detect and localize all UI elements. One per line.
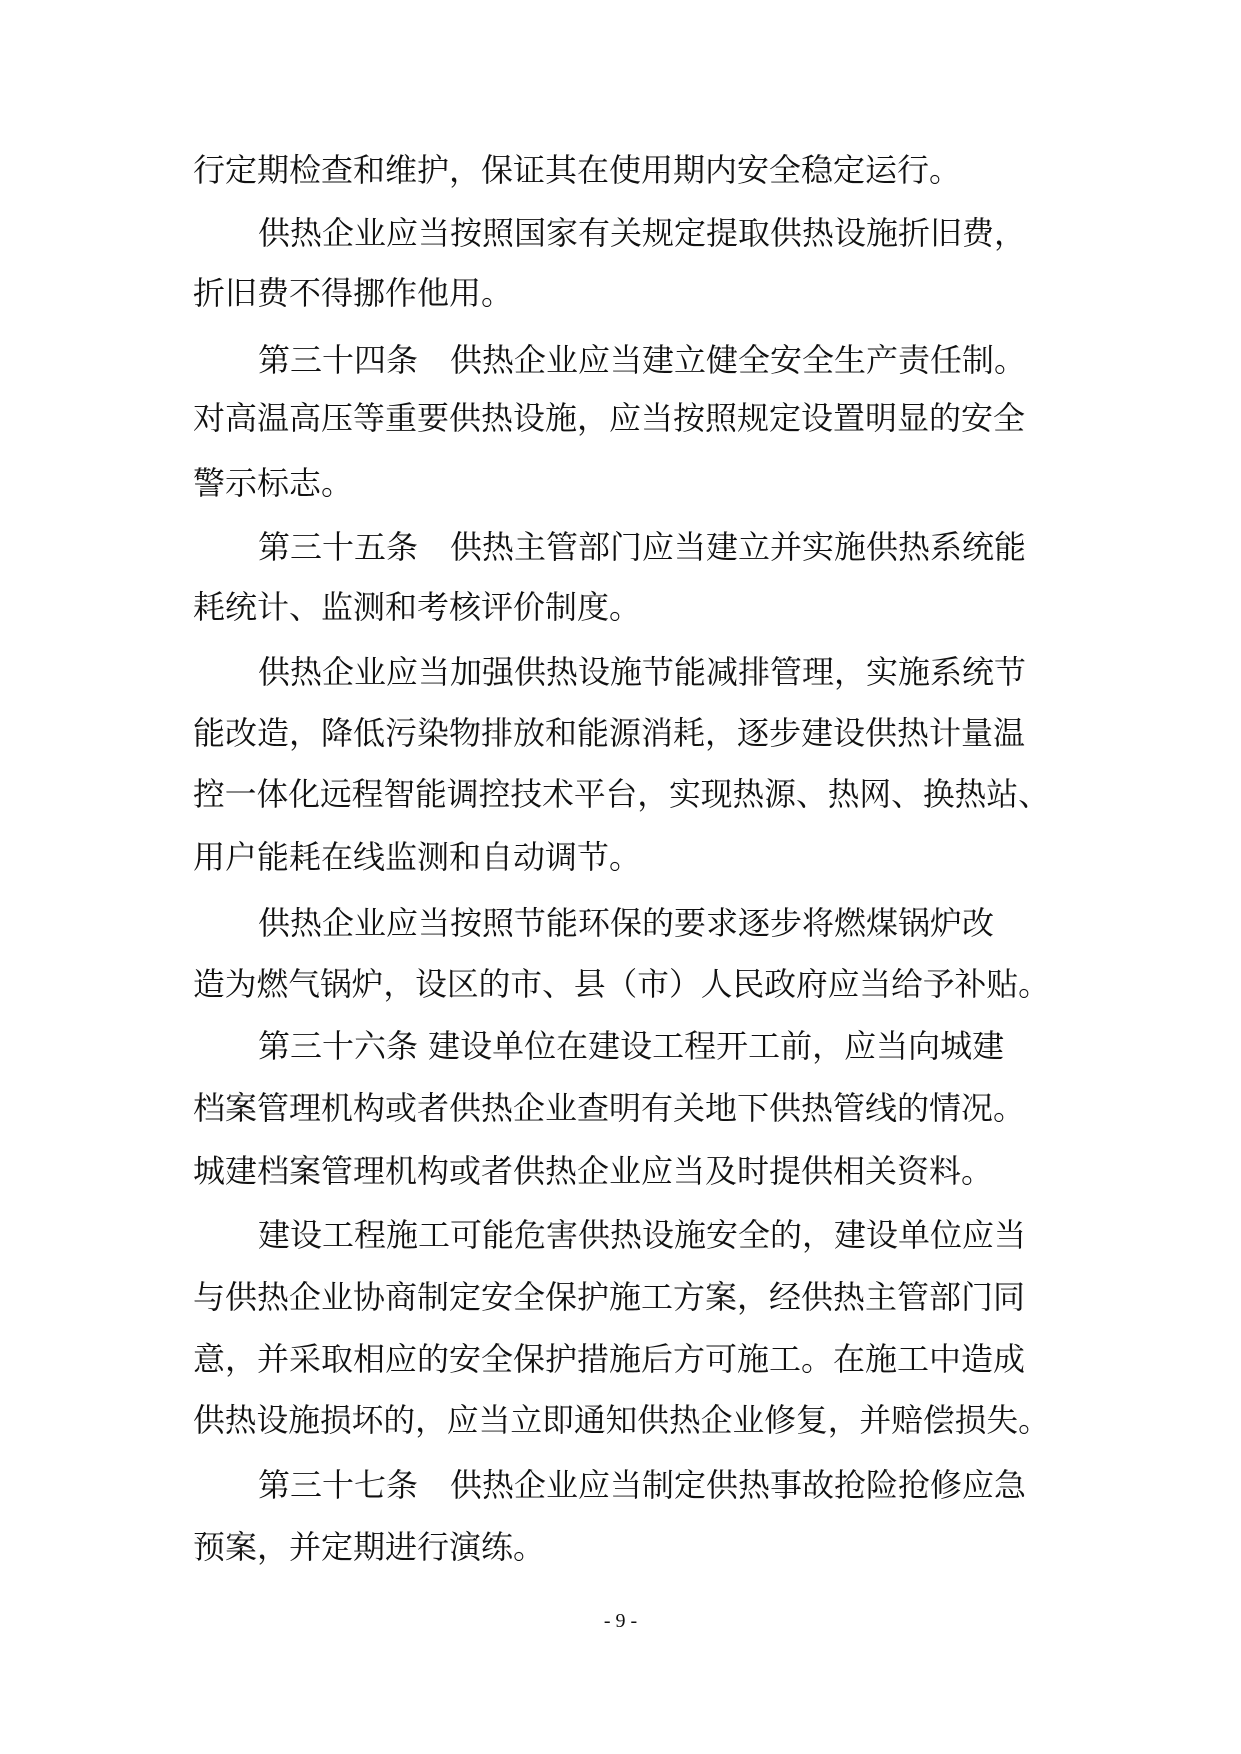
text-line: 供热企业应当按照国家有关规定提取供热设施折旧费，	[258, 214, 1027, 252]
text-line: 预案，并定期进行演练。	[193, 1528, 546, 1566]
text-line: 供热设施损坏的，应当立即通知供热企业修复，并赔偿损失。	[193, 1403, 1050, 1439]
text-line: 城建档案管理机构或者供热企业应当及时提供相关资料。	[193, 1152, 994, 1190]
article-heading-line: 第三十七条 供热企业应当制定供热事故抢险抢修应急	[258, 1466, 1027, 1504]
text-line: 供热企业应当加强供热设施节能减排管理，实施系统节	[258, 653, 1027, 691]
text-line: 供热企业应当按照节能环保的要求逐步将燃煤锅炉改	[258, 904, 995, 942]
text-line: 造为燃气锅炉，设区的市、县（市）人民政府应当给予补贴。	[193, 967, 1050, 1003]
text-line: 折旧费不得挪作他用。	[193, 274, 514, 312]
text-line: 用户能耗在线监测和自动调节。	[193, 838, 642, 876]
article-heading-line: 第三十六条 建设单位在建设工程开工前，应当向城建	[258, 1027, 1005, 1065]
text-line: 警示标志。	[193, 464, 354, 502]
text-line: 耗统计、监测和考核评价制度。	[193, 588, 642, 626]
article-heading-line: 第三十五条 供热主管部门应当建立并实施供热系统能	[258, 528, 1027, 566]
text-line: 能改造，降低污染物排放和能源消耗，逐步建设供热计量温	[193, 714, 1026, 752]
page-number: - 9 -	[603, 1610, 638, 1632]
text-line: 建设工程施工可能危害供热设施安全的，建设单位应当	[258, 1216, 1027, 1254]
text-line: 与供热企业协商制定安全保护施工方案，经供热主管部门同	[193, 1278, 1026, 1316]
article-heading-line: 第三十四条 供热企业应当建立健全安全生产责任制。	[258, 341, 1027, 379]
text-line: 意，并采取相应的安全保护措施后方可施工。在施工中造成	[193, 1340, 1026, 1378]
text-line: 对高温高压等重要供热设施，应当按照规定设置明显的安全	[193, 399, 1026, 437]
text-line: 档案管理机构或者供热企业查明有关地下供热管线的情况。	[193, 1089, 1026, 1127]
text-line: 控一体化远程智能调控技术平台，实现热源、热网、换热站、	[193, 777, 1050, 813]
text-line: 行定期检查和维护，保证其在使用期内安全稳定运行。	[193, 151, 962, 189]
